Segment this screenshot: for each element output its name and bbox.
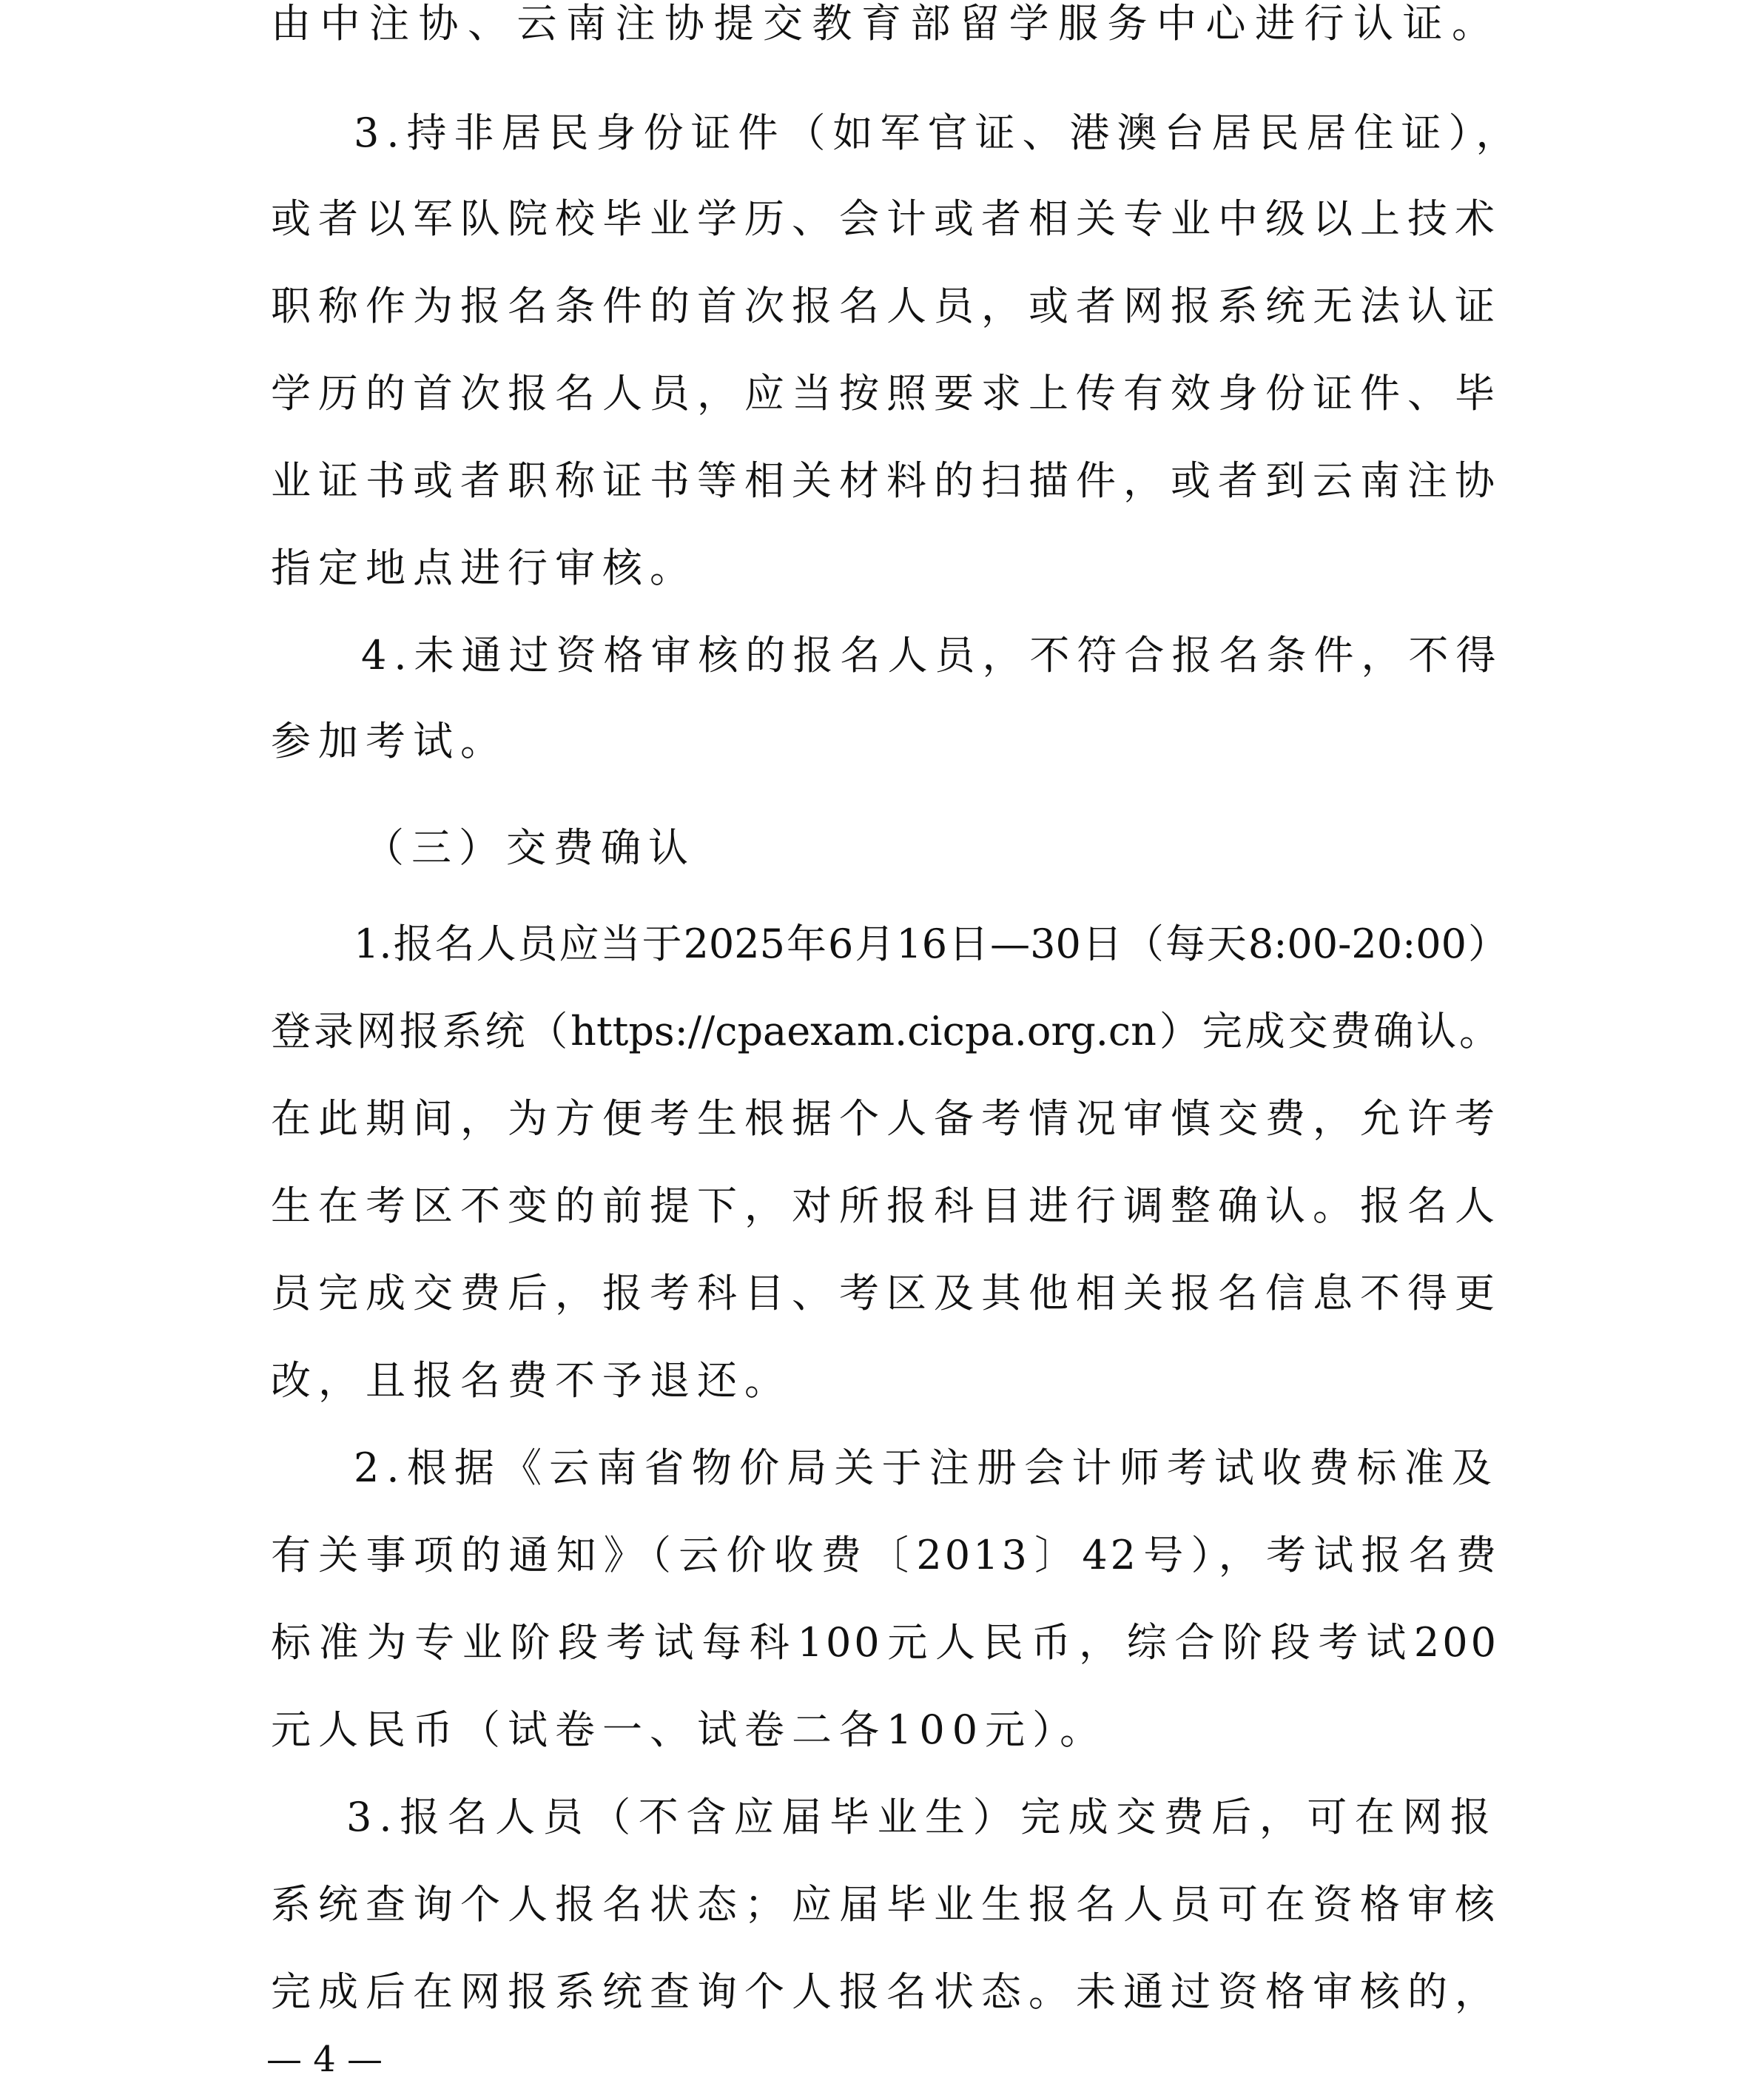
text-line: 学历的首次报名人员，应当按照要求上传有效身份证件、毕 <box>271 370 1502 417</box>
paragraph-item-3-line: 3.持非居民身份证件（如军官证、港澳台居民居住证）， <box>354 110 1524 156</box>
text-line: 参加考试。 <box>271 718 508 764</box>
text-line: 元人民币（试卷一、试卷二各100元）。 <box>271 1706 1108 1753</box>
text-line: 由中注协、云南注协提交教育部留学服务中心进行认证。 <box>271 0 1499 47</box>
paragraph-item-3b-line: 3.报名人员（不含应届毕业生）完成交费后，可在网报 <box>346 1794 1498 1840</box>
text-line: 有关事项的通知》（云价收费〔2013〕42号），考试报名费 <box>271 1532 1499 1578</box>
paragraph-item-2-line: 2.根据《云南省物价局关于注册会计师考试收费标准及 <box>354 1444 1499 1491</box>
text-line: 完成后在网报系统查询个人报名状态。未通过资格审核的， <box>271 1968 1502 2015</box>
text-line: 业证书或者职称证书等相关材料的扫描件，或者到云南注协 <box>271 457 1502 504</box>
text-line: 指定地点进行审核。 <box>271 545 697 591</box>
text-line: 改，且报名费不予退还。 <box>271 1357 792 1404</box>
text-line: 员完成交费后，报考科目、考区及其他相关报名信息不得更 <box>271 1270 1502 1316</box>
paragraph-item-4-line: 4.未通过资格审核的报名人员，不符合报名条件，不得 <box>361 632 1504 679</box>
paragraph-item-1-line: 1.报名人员应当于2025年6月16日—30日（每天8:00-20:00） <box>354 921 1508 967</box>
text-line: 登录网报系统（https://cpaexam.cicpa.org.cn）完成交费确认。 <box>271 1008 1499 1054</box>
page-number: — 4 — <box>266 2039 383 2080</box>
text-line: 或者以军队院校毕业学历、会计或者相关专业中级以上技术 <box>271 195 1502 242</box>
text-line: 职称作为报名条件的首次报名人员，或者网报系统无法认证 <box>271 283 1502 329</box>
text-line: 标准为专业阶段考试每科100元人民币，综合阶段考试200 <box>271 1619 1499 1666</box>
text-line: 系统查询个人报名状态；应届毕业生报名人员可在资格审核 <box>271 1881 1502 1928</box>
section-heading: （三）交费确认 <box>364 824 696 871</box>
text-line: 生在考区不变的前提下，对所报科目进行调整确认。报名人 <box>271 1183 1502 1229</box>
text-line: 在此期间，为方便考生根据个人备考情况审慎交费，允许考 <box>271 1095 1502 1142</box>
